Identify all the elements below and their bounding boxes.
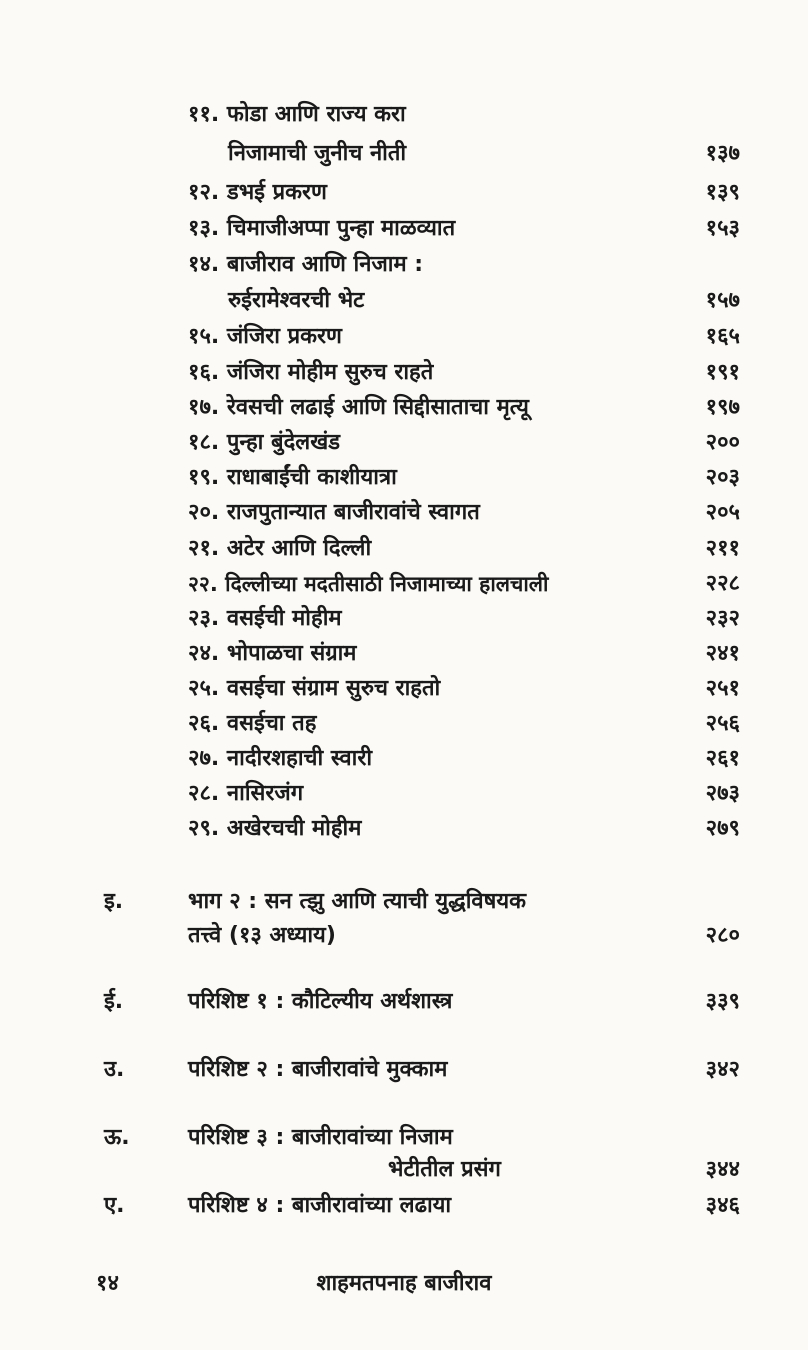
section-title-continued: भेटीतील प्रसंग xyxy=(388,1157,501,1182)
section-label: ऊ. xyxy=(104,1125,130,1150)
section-row xyxy=(0,917,808,955)
chapter-page-number: २५१ xyxy=(705,676,740,701)
section-title: परिशिष्ट १ : कौटिल्यीय अर्थशास्त्र xyxy=(188,989,453,1014)
section-title-continued: तत्त्वे (१३ अध्याय) xyxy=(188,923,336,948)
chapter-title: १३. चिमाजीअप्पा पुन्हा माळव्यात xyxy=(188,216,456,241)
section-page-number: ३४४ xyxy=(705,1157,740,1182)
section-title: भाग २ : सन त्झु आणि त्याची युद्धविषयक xyxy=(188,889,527,914)
chapter-page-number: १५७ xyxy=(705,288,740,313)
chapter-title: १६. जंजिरा मोहीम सुरुच राहते xyxy=(188,360,434,385)
chapter-title: २२. दिल्लीच्या मदतीसाठी निजामाच्या हालचाली xyxy=(188,572,549,596)
chapter-page-number: २५६ xyxy=(705,711,740,736)
section-row xyxy=(0,1151,808,1189)
section-title: परिशिष्ट ३ : बाजीरावांच्या निजाम xyxy=(188,1125,453,1150)
footer-book-title: शाहमतपनाह बाजीराव xyxy=(316,1271,492,1296)
chapter-title: १९. राधाबाईंची काशीयात्रा xyxy=(188,465,397,490)
toc-row xyxy=(0,246,808,284)
page-footer xyxy=(0,1264,808,1304)
toc-row xyxy=(0,635,808,673)
toc-row xyxy=(0,135,808,173)
section-page-number: ३३९ xyxy=(705,989,740,1014)
toc-row xyxy=(0,354,808,392)
chapter-page-number: २७९ xyxy=(705,816,740,841)
section-label: ए. xyxy=(104,1193,125,1218)
chapter-page-number: २०३ xyxy=(705,465,740,490)
section-row xyxy=(0,983,808,1021)
chapter-page-number: २०५ xyxy=(705,500,740,525)
toc-row xyxy=(0,318,808,356)
section-title: परिशिष्ट ४ : बाजीरावांच्या लढाया xyxy=(188,1193,452,1218)
toc-row xyxy=(0,282,808,320)
chapter-title: २६. वसईचा तह xyxy=(188,711,317,736)
section-label: उ. xyxy=(104,1057,125,1082)
section-title: परिशिष्ट २ : बाजीरावांचे मुक्काम xyxy=(188,1057,448,1082)
chapter-page-number: २२८ xyxy=(705,571,740,596)
chapter-page-number: २७३ xyxy=(705,781,740,806)
chapter-title: ११. फोडा आणि राज्य करा xyxy=(188,102,406,127)
toc-row xyxy=(0,389,808,427)
section-row xyxy=(0,883,808,921)
chapter-title: १४. बाजीराव आणि निजाम : xyxy=(188,252,424,277)
toc-row xyxy=(0,210,808,248)
chapter-page-number: १३९ xyxy=(705,180,740,205)
toc-row xyxy=(0,96,808,134)
chapter-title: २०. राजपुतान्यात बाजीरावांचे स्वागत xyxy=(188,500,480,525)
chapter-page-number: २४१ xyxy=(705,641,740,666)
toc-row xyxy=(0,775,808,813)
section-page-number: ३४२ xyxy=(705,1057,740,1082)
toc-row xyxy=(0,600,808,638)
chapter-page-number: १६५ xyxy=(705,324,740,349)
toc-row xyxy=(0,670,808,708)
footer-page-number: १४ xyxy=(96,1271,119,1296)
toc-row xyxy=(0,530,808,568)
section-label: ई. xyxy=(104,989,124,1014)
section-label: इ. xyxy=(104,889,124,914)
chapter-title: १८. पुन्हा बुंदेलखंड xyxy=(188,430,340,455)
chapter-page-number: १९७ xyxy=(705,395,740,420)
chapter-title: १२. डभई प्रकरण xyxy=(188,180,327,205)
chapter-page-number: १५३ xyxy=(705,216,740,241)
toc-row xyxy=(0,810,808,848)
chapter-title: २९. अखेरचची मोहीम xyxy=(188,816,362,841)
section-row xyxy=(0,1051,808,1089)
chapter-page-number: २११ xyxy=(705,536,740,561)
chapter-title: २४. भोपाळचा संग्राम xyxy=(188,641,357,666)
chapter-page-number: २३२ xyxy=(705,606,740,631)
chapter-title: २८. नासिरजंग xyxy=(188,781,304,806)
chapter-page-number: २०० xyxy=(705,430,740,455)
chapter-title: २१. अटेर आणि दिल्ली xyxy=(188,536,372,561)
chapter-page-number: २६१ xyxy=(705,746,740,771)
toc-row xyxy=(0,705,808,743)
section-page-number: ३४६ xyxy=(705,1193,740,1218)
toc-row xyxy=(0,459,808,497)
chapter-title: २५. वसईचा संग्राम सुरुच राहतो xyxy=(188,676,441,701)
chapter-title: २७. नादीरशहाची स्वारी xyxy=(188,746,373,771)
section-row xyxy=(0,1187,808,1225)
chapter-title: १७. रेवसची लढाई आणि सिद्दीसाताचा मृत्यू xyxy=(188,395,529,420)
toc-row xyxy=(0,424,808,462)
chapter-page-number: १३७ xyxy=(705,141,740,166)
chapter-title-continued: निजामाची जुनीच नीती xyxy=(228,141,407,166)
toc-row xyxy=(0,740,808,778)
toc-row xyxy=(0,174,808,212)
chapter-title: १५. जंजिरा प्रकरण xyxy=(188,324,342,349)
chapter-page-number: १९१ xyxy=(705,360,740,385)
toc-row xyxy=(0,494,808,532)
section-page-number: २८० xyxy=(705,923,740,948)
toc-row xyxy=(0,565,808,603)
chapter-title-continued: रुईरामेश्वरची भेट xyxy=(228,288,365,313)
chapter-title: २३. वसईची मोहीम xyxy=(188,606,342,631)
